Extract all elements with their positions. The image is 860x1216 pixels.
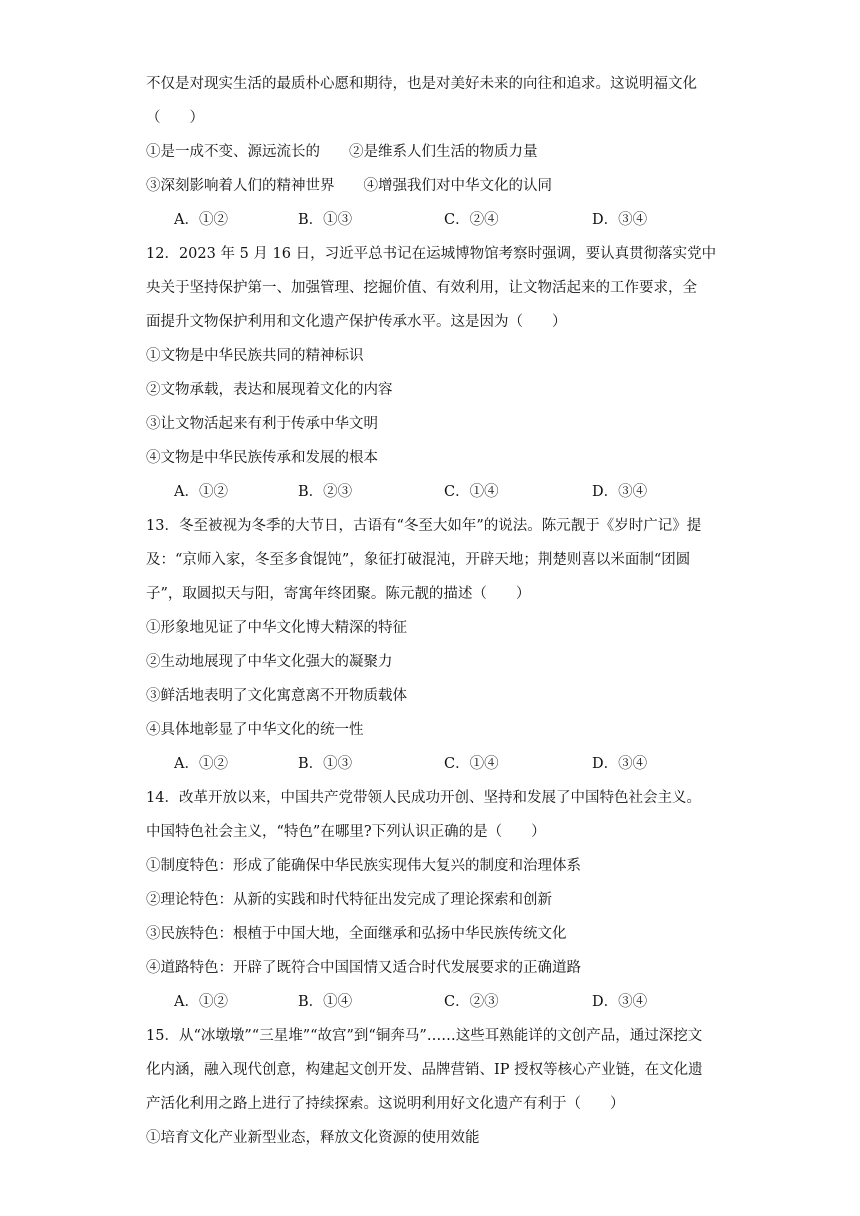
q12-statement-2: ②文物承载，表达和展现着文化的内容: [146, 382, 393, 398]
q12-statement-4: ④文物是中华民族传承和发展的根本: [146, 450, 378, 466]
q12-stem-line-2: 央关于坚持保护第一、加强管理、挖掘价值、有效利用，让文物活起来的工作要求，全: [146, 280, 697, 296]
q13-stem-line-2: 及：“京师入家，冬至多食馄饨”，象征打破混沌，开辟天地；荆楚则喜以米面制“团圆: [146, 552, 691, 568]
q13-option-a: A．①②: [174, 756, 228, 772]
q12-statement-3: ③让文物活起来有利于传承中华文明: [146, 416, 378, 432]
q13-statement-1: ①形象地见证了中华文化博大精深的特征: [146, 620, 407, 636]
q14-option-b: B．①④: [298, 994, 353, 1010]
q14-option-c: C．②③: [444, 994, 499, 1010]
q11-option-a: A．①②: [174, 212, 228, 228]
q11-option-c: C．②④: [444, 212, 499, 228]
q15-stem-line-1: 15．从“冰墩墩”“三星堆”“故宫”到“铜奔马”……这些耳熟能详的文创产品，通过深挖文: [146, 1028, 703, 1044]
q14-option-d: D．③④: [592, 994, 648, 1010]
q11-option-b: B．①③: [298, 212, 353, 228]
q13-option-d: D．③④: [592, 756, 648, 772]
q12-option-d: D．③④: [592, 484, 648, 500]
q14-statement-2: ②理论特色：从新的实践和时代特征出发完成了理论探索和创新: [146, 892, 552, 908]
q13-option-c: C．①④: [444, 756, 499, 772]
q14-option-a: A．①②: [174, 994, 228, 1010]
q11-option-d: D．③④: [592, 212, 648, 228]
q11-stem-line-2: （ ）: [146, 110, 204, 126]
q13-statement-3: ③鲜活地表明了文化寓意离不开物质载体: [146, 688, 407, 704]
q15-stem-line-3: 产活化利用之路上进行了持续探索。这说明利用好文化遗产有利于（ ）: [146, 1096, 625, 1112]
q12-statement-1: ①文物是中华民族共同的精神标识: [146, 348, 364, 364]
q14-statement-1: ①制度特色：形成了能确保中华民族实现伟大复兴的制度和治理体系: [146, 858, 581, 874]
q11-statements-2: ③深刻影响着人们的精神世界 ④增强我们对中华文化的认同: [146, 178, 552, 194]
q13-statement-2: ②生动地展现了中华文化强大的凝聚力: [146, 654, 393, 670]
q13-stem-line-3: 子”，取圆拟天与阳，寄寓年终团聚。陈元靓的描述（ ）: [146, 586, 531, 602]
q15-statement-1: ①培育文化产业新型业态，释放文化资源的使用效能: [146, 1130, 480, 1146]
q12-stem-line-3: 面提升文物保护利用和文化遗产保护传承水平。这是因为（ ）: [146, 314, 567, 330]
q12-option-b: B．②③: [298, 484, 353, 500]
q11-stem-line-1: 不仅是对现实生活的最质朴心愿和期待，也是对美好未来的向往和追求。这说明福文化: [146, 76, 697, 92]
q14-stem-line-2: 中国特色社会主义，“特色”在哪里?下列认识正确的是（ ）: [146, 824, 546, 840]
q12-stem-line-1: 12．2023 年 5 月 16 日，习近平总书记在运城博物馆考察时强调，要认真贯彻落实党中: [146, 246, 717, 262]
q11-statements-1: ①是一成不变、源远流长的 ②是维系人们生活的物质力量: [146, 144, 538, 160]
q12-option-a: A．①②: [174, 484, 228, 500]
q12-option-c: C．①④: [444, 484, 499, 500]
q13-statement-4: ④具体地彰显了中华文化的统一性: [146, 722, 364, 738]
q15-stem-line-2: 化内涵，融入现代创意，构建起文创开发、品牌营销、IP 授权等核心产业链，在文化遗: [146, 1062, 703, 1078]
q14-statement-3: ③民族特色：根植于中国大地，全面继承和弘扬中华民族传统文化: [146, 926, 567, 942]
q14-stem-line-1: 14．改革开放以来，中国共产党带领人民成功开创、坚持和发展了中国特色社会主义。: [146, 790, 701, 806]
q13-stem-line-1: 13．冬至被视为冬季的大节日，古语有“冬至大如年”的说法。陈元靓于《岁时广记》提: [146, 518, 702, 534]
q14-statement-4: ④道路特色：开辟了既符合中国国情又适合时代发展要求的正确道路: [146, 960, 581, 976]
q13-option-b: B．①③: [298, 756, 353, 772]
